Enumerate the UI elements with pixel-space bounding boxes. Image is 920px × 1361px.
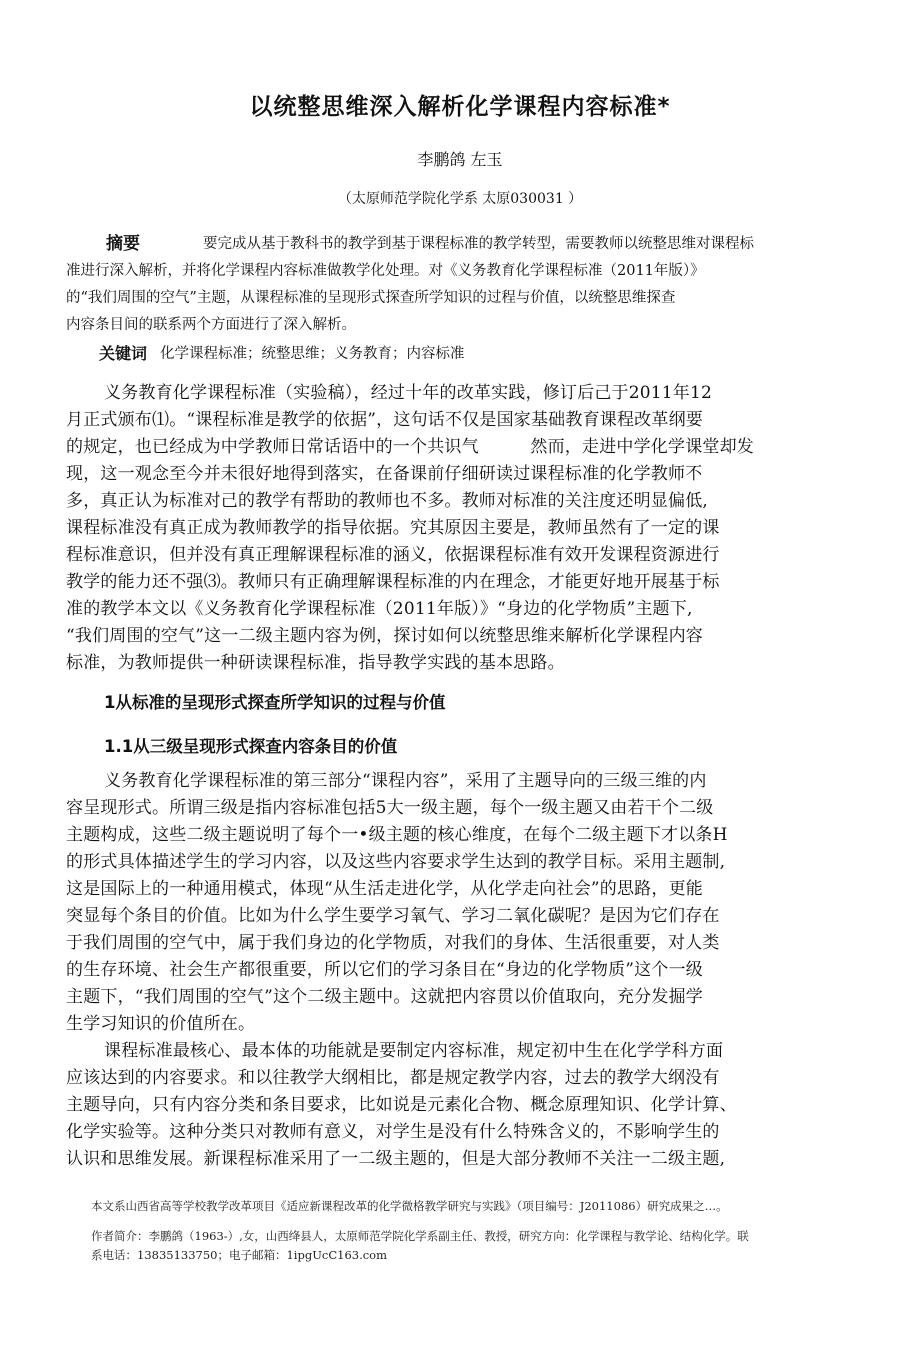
funding-footnote: 本文系山西省高等学校教学改革项目《适应新课程改革的化学微格教学研究与实践》（项目编号：J2011086）研究成果之…。 bbox=[91, 1199, 728, 1213]
intro-line: 义务教育化学课程标准（实验稿），经过十年的改革实践，修订后己于2011年12 bbox=[104, 383, 712, 403]
intro-line: 月正式颁布⑴。“课程标准是教学的依据”，这句话不仅是国家基础教育课程改革纲要 bbox=[66, 410, 703, 430]
author-footnote: 作者简介：李鹏鸽（1963-）,女，山西绛县人，太原师范学院化学系副主任、教授，研究方向：化学课程与教学论、结构化学。联 bbox=[91, 1229, 749, 1243]
author-footnote-contact: 系电话：13835133750；电子邮箱：1ipgUcC163.com bbox=[91, 1248, 388, 1262]
section-heading: 1从标准的呈现形式探查所学知识的过程与价值 bbox=[104, 693, 446, 712]
author-affiliation: （太原师范学院化学系 太原030031 ） bbox=[337, 191, 583, 207]
subsection-heading: 1.1从三级呈现形式探查内容条目的价值 bbox=[104, 737, 398, 756]
body-line: 的生存环境、社会生产都很重要，所以它们的学习条目在“身边的化学物质”这个一级 bbox=[66, 960, 703, 980]
abstract-label: 摘要 bbox=[106, 234, 140, 254]
intro-line: 标准，为教师提供一种研读课程标准，指导教学实践的基本思路。 bbox=[66, 653, 565, 673]
keywords-label: 关键词 bbox=[99, 344, 148, 363]
paper-title: 以统整思维深入解析化学课程内容标准* bbox=[249, 94, 671, 120]
body-line: 主题构成，这些二级主题说明了每个一•级主题的核心维度，在每个二级主题下才以条H bbox=[66, 825, 728, 845]
intro-line: “我们周围的空气”这一二级主题内容为例，探讨如何以统整思维来解析化学课程内容 bbox=[66, 626, 703, 646]
abstract-line: 内容条目间的联系两个方面进行了深入解析。 bbox=[66, 317, 356, 333]
body-line: 这是国际上的一种通用模式，体现“从生活走进化学，从化学走向社会”的思路，更能 bbox=[66, 879, 703, 899]
abstract-line: 的“我们周围的空气”主题，从课程标准的呈现形式探查所学知识的过程与价值，以统整思维探查 bbox=[66, 290, 676, 306]
body-line: 应该达到的内容要求。和以往教学大纲相比，都是规定教学内容，过去的教学大纲没有 bbox=[66, 1068, 720, 1088]
body-line: 于我们周围的空气中，属于我们身边的化学物质，对我们的身体、生活很重要，对人类 bbox=[66, 933, 720, 953]
keywords-text: 化学课程标准；统整思维；义务教育；内容标准 bbox=[160, 346, 465, 362]
intro-line: 课程标准没有真正成为教师教学的指导依据。究其原因主要是，教师虽然有了一定的课 bbox=[66, 518, 720, 538]
body-line: 的形式具体描述学生的学习内容，以及这些内容要求学生达到的教学目标。采用主题制, bbox=[66, 852, 726, 872]
body-line: 义务教育化学课程标准的第三部分“课程内容”，采用了主题导向的三级三维的内 bbox=[104, 771, 707, 791]
abstract-line: 准进行深入解析，并将化学课程内容标准做教学化处理。对《义务教育化学课程标准（2011年版）》 bbox=[66, 263, 705, 279]
intro-line: 准的教学本文以《义务教育化学课程标准（2011年版）》“身边的化学物质”主题下, bbox=[66, 599, 693, 619]
abstract-line: 要完成从基于教科书的教学到基于课程标准的教学转型，需要教师以统整思维对课程标 bbox=[203, 236, 754, 252]
body-line: 认识和思维发展。新课程标准采用了一二级主题的，但是大部分教师不关注一二级主题, bbox=[66, 1149, 726, 1169]
intro-line: 教学的能力还不强⑶。教师只有正确理解课程标准的内在理念，才能更好地开展基于标 bbox=[66, 572, 720, 592]
body-line: 突显每个条目的价值。比如为什么学生要学习氧气、学习二氧化碳呢？是因为它们存在 bbox=[66, 906, 720, 926]
intro-line: 现，这一观念至今并未很好地得到落实，在备课前仔细研读过课程标准的化学教师不 bbox=[66, 464, 703, 484]
author-names: 李鹏鸽 左玉 bbox=[417, 150, 503, 169]
body-line: 化学实验等。这种分类只对教师有意义，对学生是没有什么特殊含义的，不影响学生的 bbox=[66, 1122, 720, 1142]
body-line: 容呈现形式。所谓三级是指内容标准包括5大一级主题，每个一级主题又由若干个二级 bbox=[66, 798, 714, 818]
intro-line: 多，真正认为标准对己的教学有帮助的教师也不多。教师对标准的关注度还明显偏低, bbox=[66, 491, 709, 511]
body-line: 生学习知识的价值所在。 bbox=[66, 1014, 256, 1034]
body-line: 课程标准最核心、最本体的功能就是要制定内容标准，规定初中生在化学学科方面 bbox=[104, 1041, 724, 1061]
body-line: 主题导向，只有内容分类和条目要求，比如说是元素化合物、概念原理知识、化学计算、 bbox=[66, 1095, 737, 1115]
body-line: 主题下，“我们周围的空气”这个二级主题中。这就把内容贯以价值取向，充分发掘学 bbox=[66, 987, 703, 1007]
intro-line: 程标准意识，但并没有真正理解课程标准的涵义，依据课程标准有效开发课程资源进行 bbox=[66, 545, 720, 565]
intro-line: 的规定，也已经成为中学教师日常话语中的一个共识气 然而，走进中学化学课堂却发 bbox=[66, 437, 754, 457]
